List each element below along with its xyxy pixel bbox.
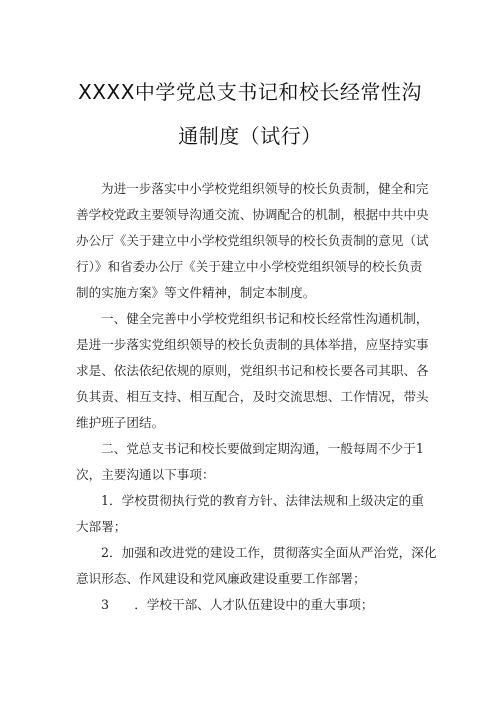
paragraph-line: 大部署； <box>76 519 127 534</box>
paragraph-line: 行）》和省委办公厅《关于建立中小学校党组织领导的校长负责 <box>76 259 423 274</box>
paragraph-line: 善学校党政主要领导沟通交流、协调配合的机制，根据中共中央 <box>76 207 429 222</box>
paragraph-line: 办公厅《关于建立中小学校党组织领导的校长负责制的意见（试 <box>76 233 429 248</box>
paragraph-line: 1．学校贯彻执行党的教育方针、法律法规和上级决定的重 <box>101 493 424 508</box>
paragraph-line: 是进一步落实党组织领导的校长负责制的具体举措，应坚持实事 <box>76 337 429 352</box>
paragraph-line: 维护班子团结。 <box>76 415 165 430</box>
paragraph-line: 为进一步落实中小学校党组织领导的校长负责制，健全和完 <box>101 181 429 196</box>
paragraph-line: 意识形态、作风建设和党风廉政建设重要工作部署； <box>76 571 366 586</box>
paragraph-line: 二、党总支书记和校长要做到定期沟通，一般每周不少于1 <box>101 441 424 456</box>
document-title-line-2: 通制度（试行） <box>178 124 322 148</box>
paragraph-line: 3 ．学校干部、人才队伍建设中的重大事项； <box>101 597 374 612</box>
document-title-line-1: XXXX中学党总支书记和校长经常性沟 <box>78 80 422 104</box>
paragraph-line: 次，主要沟通以下事项： <box>76 467 215 482</box>
paragraph-line: 2．加强和改进党的建设工作，贯彻落实全面从严治党，深化 <box>101 545 437 560</box>
paragraph-line: 一、健全完善中小学校党组织书记和校长经常性沟通机制， <box>101 311 429 326</box>
paragraph-line: 求是、依法依纪依规的原则，党组织书记和校长要各司其职、各 <box>76 363 429 378</box>
paragraph-line: 负其责、相互支持、相互配合，及时交流思想、工作情况，带头 <box>76 389 429 404</box>
paragraph-line: 制的实施方案》等文件精神，制定本制度。 <box>76 285 316 300</box>
